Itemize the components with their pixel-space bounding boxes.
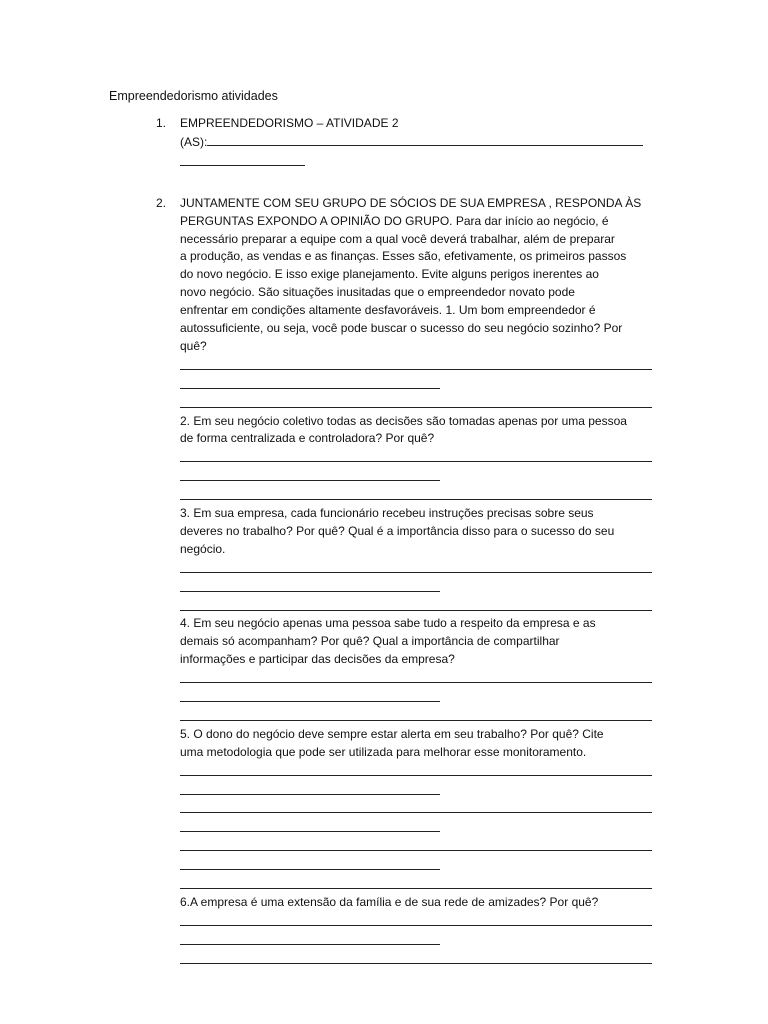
document-title: Empreendedorismo atividades: [109, 89, 278, 103]
question-text-line: PERGUNTAS EXPONDO A OPINIÃO DO GRUPO. Para dar início ao negócio, é: [180, 213, 609, 228]
as-answer-line[interactable]: [207, 133, 643, 146]
answer-line[interactable]: [180, 152, 305, 166]
question-text-line: 4. Em seu negócio apenas uma pessoa sabe tudo a respeito da empresa e as: [180, 616, 596, 631]
answer-line[interactable]: [180, 799, 652, 813]
list-item-2: [156, 195, 656, 408]
answer-line[interactable]: [180, 394, 652, 408]
item-number: 2.: [156, 195, 167, 210]
question-text-line: necessário preparar a equipe com a qual você deverá trabalhar, além de preparar: [180, 231, 615, 246]
answer-line[interactable]: [180, 448, 652, 462]
question-text-line: uma metodologia que pode ser utilizada para melhorar esse monitoramento.: [180, 744, 587, 759]
activity-list: [156, 115, 656, 968]
question-text-line: 2. Em seu negócio coletivo todas as decisões são tomadas apenas por uma pessoa: [180, 413, 627, 428]
question-2: [180, 413, 656, 501]
question-text-line: quê?: [180, 338, 207, 353]
answer-line[interactable]: [180, 669, 652, 683]
answer-line[interactable]: [180, 931, 440, 945]
question-3: [180, 505, 656, 611]
as-label: (AS):: [180, 134, 208, 149]
question-text-line: 3. Em sua empresa, cada funcionário recebeu instruções precisas sobre seus: [180, 506, 594, 521]
answer-line[interactable]: [180, 762, 652, 776]
answer-line[interactable]: [180, 688, 440, 702]
question-text-line: demais só acompanham? Por quê? Qual a importância de compartilhar: [180, 634, 560, 649]
answer-line[interactable]: [180, 597, 652, 611]
answer-line[interactable]: [180, 818, 440, 832]
question-text-line: informações e participar das decisões da empresa?: [180, 652, 455, 667]
answer-line[interactable]: [180, 912, 652, 926]
question-text-line: autossuficiente, ou seja, você pode buscar o sucesso do seu negócio sozinho? Por: [180, 321, 623, 336]
activity-heading: EMPREENDEDORISMO – ATIVIDADE 2: [180, 116, 399, 130]
question-text-line: 6.A empresa é uma extensão da família e de sua rede de amizades? Por quê?: [180, 894, 599, 909]
answer-line[interactable]: [180, 559, 652, 573]
answer-line[interactable]: [180, 875, 652, 889]
question-6: [180, 894, 656, 964]
question-text-line: JUNTAMENTE COM SEU GRUPO DE SÓCIOS DE SUA EMPRESA , RESPONDA ÀS: [180, 195, 642, 210]
answer-line[interactable]: [180, 781, 440, 795]
as-line: [180, 133, 656, 152]
answer-line[interactable]: [180, 707, 652, 721]
question-5: [180, 726, 656, 889]
question-text-line: a produção, as vendas e as finanças. Esses são, efetivamente, os primeiros passos: [180, 249, 627, 264]
list-item-1: [156, 115, 656, 166]
answer-line[interactable]: [180, 856, 440, 870]
answer-line[interactable]: [180, 578, 440, 592]
question-text-line: novo negócio. São situações inusitadas que o empreendedor novato pode: [180, 285, 575, 300]
question-text-line: deveres no trabalho? Por quê? Qual é a importância disso para o sucesso do seu: [180, 523, 615, 538]
question-text-line: 5. O dono do negócio deve sempre estar alerta em seu trabalho? Por quê? Cite: [180, 726, 604, 741]
question-text-line: enfrentar em condições altamente desfavoráveis. 1. Um bom empreendedor é: [180, 303, 596, 318]
answer-line[interactable]: [180, 486, 652, 500]
answer-line[interactable]: [180, 950, 652, 964]
answer-line[interactable]: [180, 375, 440, 389]
answer-line[interactable]: [180, 837, 652, 851]
answer-line[interactable]: [180, 356, 652, 370]
question-text-line: negócio.: [180, 541, 226, 556]
question-text-line: do novo negócio. E isso exige planejamento. Evite alguns perigos inerentes ao: [180, 267, 599, 282]
question-text-line: de forma centralizada e controladora? Por quê?: [180, 431, 435, 446]
item-number: 1.: [156, 116, 167, 130]
answer-line[interactable]: [180, 467, 440, 481]
question-4: [180, 615, 656, 721]
